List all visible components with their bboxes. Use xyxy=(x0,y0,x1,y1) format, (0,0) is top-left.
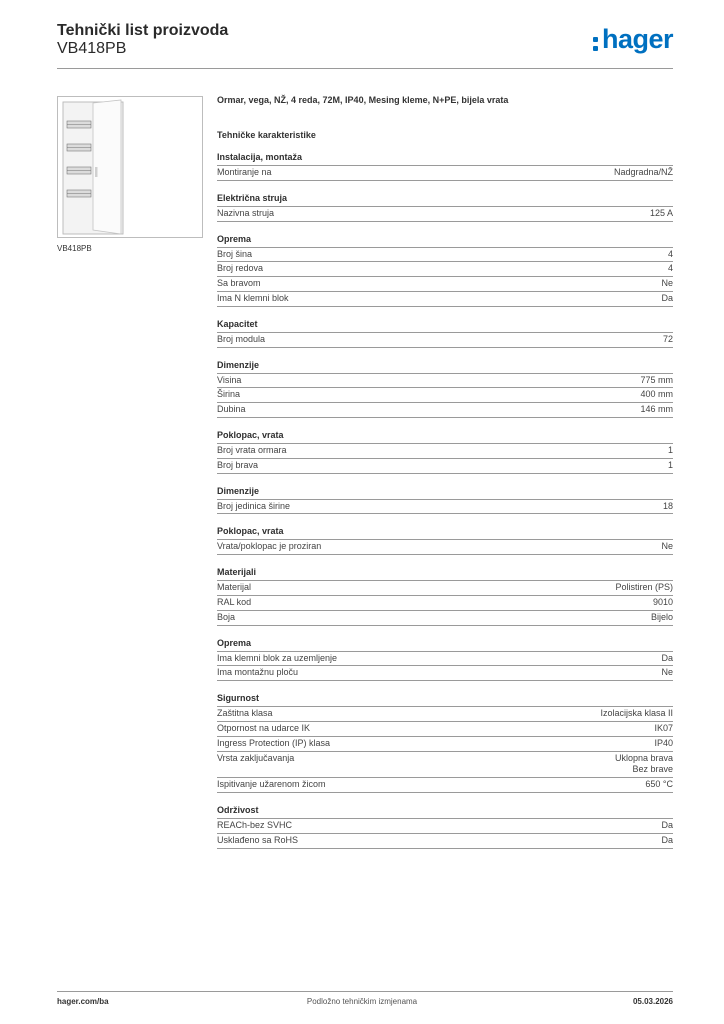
section-title: Oprema xyxy=(217,233,673,248)
technical-characteristics-heading: Tehničke karakteristike xyxy=(217,130,316,140)
section-title: Instalacija, montaža xyxy=(217,151,673,166)
spec-section xyxy=(217,637,673,682)
spec-row xyxy=(217,778,673,793)
section-title: Poklopac, vrata xyxy=(217,525,673,540)
footer-date: 05.03.2026 xyxy=(632,997,673,1006)
spec-label: Boja xyxy=(217,611,236,622)
header-divider xyxy=(57,68,673,69)
spec-value xyxy=(661,293,673,305)
spec-row xyxy=(217,834,673,849)
spec-value-line: 72 xyxy=(662,333,673,344)
spec-value xyxy=(615,753,673,777)
spec-row xyxy=(217,819,673,834)
spec-row xyxy=(217,666,673,681)
spec-value xyxy=(661,835,673,847)
spec-value-line: 18 xyxy=(662,500,673,511)
specifications-table xyxy=(217,151,673,860)
spec-row xyxy=(217,248,673,263)
spec-label: Ima montažnu ploču xyxy=(217,667,299,678)
spec-label: Vrsta zaključavanja xyxy=(217,752,295,763)
section-title: Materijali xyxy=(217,566,673,581)
spec-value-line: Bijelo xyxy=(650,611,673,622)
spec-value xyxy=(614,167,673,179)
spec-value xyxy=(663,334,673,346)
spec-row xyxy=(217,752,673,779)
spec-value-line: 775 mm xyxy=(640,374,673,385)
spec-value xyxy=(661,820,673,832)
spec-value xyxy=(645,779,673,791)
logo-text: hager xyxy=(602,24,674,54)
spec-label: Vrata/poklopac je proziran xyxy=(217,541,322,552)
spec-value xyxy=(640,404,673,416)
spec-label: Ima klemni blok za uzemljenje xyxy=(217,652,338,663)
spec-row xyxy=(217,292,673,307)
document-title: Tehnički list proizvoda xyxy=(57,22,229,39)
spec-row xyxy=(217,596,673,611)
spec-label: REACh-bez SVHC xyxy=(217,819,293,830)
spec-value xyxy=(668,249,673,261)
section-title: Poklopac, vrata xyxy=(217,429,673,444)
spec-label: Ima N klemni blok xyxy=(217,292,289,303)
spec-value-line: Da xyxy=(661,292,673,303)
spec-row xyxy=(217,722,673,737)
spec-section xyxy=(217,429,673,474)
spec-value-line: Ne xyxy=(661,667,673,678)
spec-row xyxy=(217,388,673,403)
spec-row xyxy=(217,707,673,722)
spec-row xyxy=(217,374,673,389)
spec-value-line: Nadgradna/NŽ xyxy=(613,167,673,177)
spec-value xyxy=(640,375,673,387)
spec-label: Broj vrata ormara xyxy=(217,444,287,455)
spec-value-line: Ne xyxy=(661,278,673,289)
spec-section xyxy=(217,233,673,307)
footer-divider xyxy=(57,991,673,992)
section-title: Održivost xyxy=(217,804,673,819)
section-title: Dimenzije xyxy=(217,359,673,374)
spec-value xyxy=(661,541,673,553)
spec-value xyxy=(654,738,673,750)
spec-value xyxy=(663,501,673,513)
spec-section xyxy=(217,151,673,181)
spec-label: Broj brava xyxy=(217,459,259,470)
spec-label: Dubina xyxy=(217,404,246,415)
spec-value xyxy=(640,389,673,401)
spec-value-line: 1 xyxy=(667,444,673,455)
spec-label: Ispitivanje užarenom žicom xyxy=(217,779,326,790)
spec-value-line: 4 xyxy=(667,263,673,274)
spec-value-line: 125 A xyxy=(649,207,673,218)
spec-row xyxy=(217,581,673,596)
spec-value-line: Da xyxy=(661,652,673,663)
spec-value xyxy=(668,460,673,472)
spec-label: Zaštitna klasa xyxy=(217,708,273,719)
spec-label: Ingress Protection (IP) klasa xyxy=(217,737,331,748)
spec-value-line: Ne xyxy=(661,541,673,552)
spec-value-line: Da xyxy=(661,834,673,845)
spec-value xyxy=(600,708,673,720)
logo-dots-icon xyxy=(593,37,599,53)
spec-row xyxy=(217,444,673,459)
spec-label: Broj modula xyxy=(217,333,266,344)
section-title: Električna struja xyxy=(217,192,673,207)
spec-label: Visina xyxy=(217,374,242,385)
spec-section xyxy=(217,192,673,222)
spec-row xyxy=(217,333,673,348)
spec-value-line: 400 mm xyxy=(640,389,673,400)
spec-section xyxy=(217,318,673,348)
spec-value-line: IP40 xyxy=(654,737,673,748)
spec-row xyxy=(217,277,673,292)
spec-row xyxy=(217,459,673,474)
spec-label: Broj redova xyxy=(217,263,264,274)
spec-value xyxy=(661,667,673,679)
spec-label: Usklađeno sa RoHS xyxy=(217,834,299,845)
spec-value-line: Bez brave xyxy=(632,764,673,775)
spec-value xyxy=(651,612,673,624)
spec-value xyxy=(668,445,673,457)
spec-value xyxy=(654,723,673,735)
spec-label: Sa bravom xyxy=(217,278,261,289)
hager-logo xyxy=(593,24,674,56)
spec-section xyxy=(217,525,673,555)
spec-value-line: 650 °C xyxy=(645,779,673,790)
spec-row xyxy=(217,540,673,555)
spec-row xyxy=(217,652,673,667)
page-header xyxy=(57,20,673,68)
spec-value xyxy=(668,263,673,275)
spec-value-line: 4 xyxy=(667,248,673,259)
spec-value-line: Polistiren (PS) xyxy=(615,582,673,593)
product-code: VB418PB xyxy=(57,40,127,57)
spec-value xyxy=(661,653,673,665)
product-description: Ormar, vega, NŽ, 4 reda, 72M, IP40, Mesing kleme, N+PE, bijela vrata xyxy=(217,95,509,105)
spec-section xyxy=(217,485,673,515)
spec-section xyxy=(217,359,673,418)
spec-label: Broj šina xyxy=(217,248,253,259)
section-title: Sigurnost xyxy=(217,692,673,707)
spec-value xyxy=(653,597,673,609)
spec-section xyxy=(217,566,673,625)
footer-note: Podložno tehničkim izmjenama xyxy=(306,997,418,1006)
spec-value-line: IK07 xyxy=(654,722,673,733)
spec-value-line: Izolacijska klasa II xyxy=(600,708,673,719)
section-title: Dimenzije xyxy=(217,485,673,500)
spec-row xyxy=(217,737,673,752)
section-title: Kapacitet xyxy=(217,318,673,333)
spec-row xyxy=(217,611,673,626)
spec-label: Materijal xyxy=(217,582,252,593)
product-image xyxy=(57,96,203,238)
spec-row xyxy=(217,262,673,277)
spec-value-line: Uklopna brava xyxy=(614,752,673,763)
spec-label: Nazivna struja xyxy=(217,207,275,218)
spec-label: RAL kod xyxy=(217,596,252,607)
spec-value-line: 9010 xyxy=(652,596,673,607)
spec-row xyxy=(217,166,673,181)
spec-row xyxy=(217,403,673,418)
spec-label: Montiranje na xyxy=(217,167,272,177)
spec-value-line: Da xyxy=(661,819,673,830)
spec-row xyxy=(217,500,673,515)
spec-value xyxy=(615,582,673,594)
spec-label: Otpornost na udarce IK xyxy=(217,722,311,733)
spec-label: Broj jedinica širine xyxy=(217,500,291,511)
image-caption: VB418PB xyxy=(57,244,92,253)
spec-label: Širina xyxy=(217,389,241,400)
enclosure-illustration-icon xyxy=(58,97,202,237)
spec-row xyxy=(217,207,673,222)
spec-section xyxy=(217,692,673,793)
footer-website: hager.com/ba xyxy=(57,997,109,1006)
spec-value xyxy=(661,278,673,290)
spec-value-line: 1 xyxy=(667,459,673,470)
spec-section xyxy=(217,804,673,849)
spec-value-line: 146 mm xyxy=(640,404,673,415)
section-title: Oprema xyxy=(217,637,673,652)
spec-value xyxy=(650,208,673,220)
